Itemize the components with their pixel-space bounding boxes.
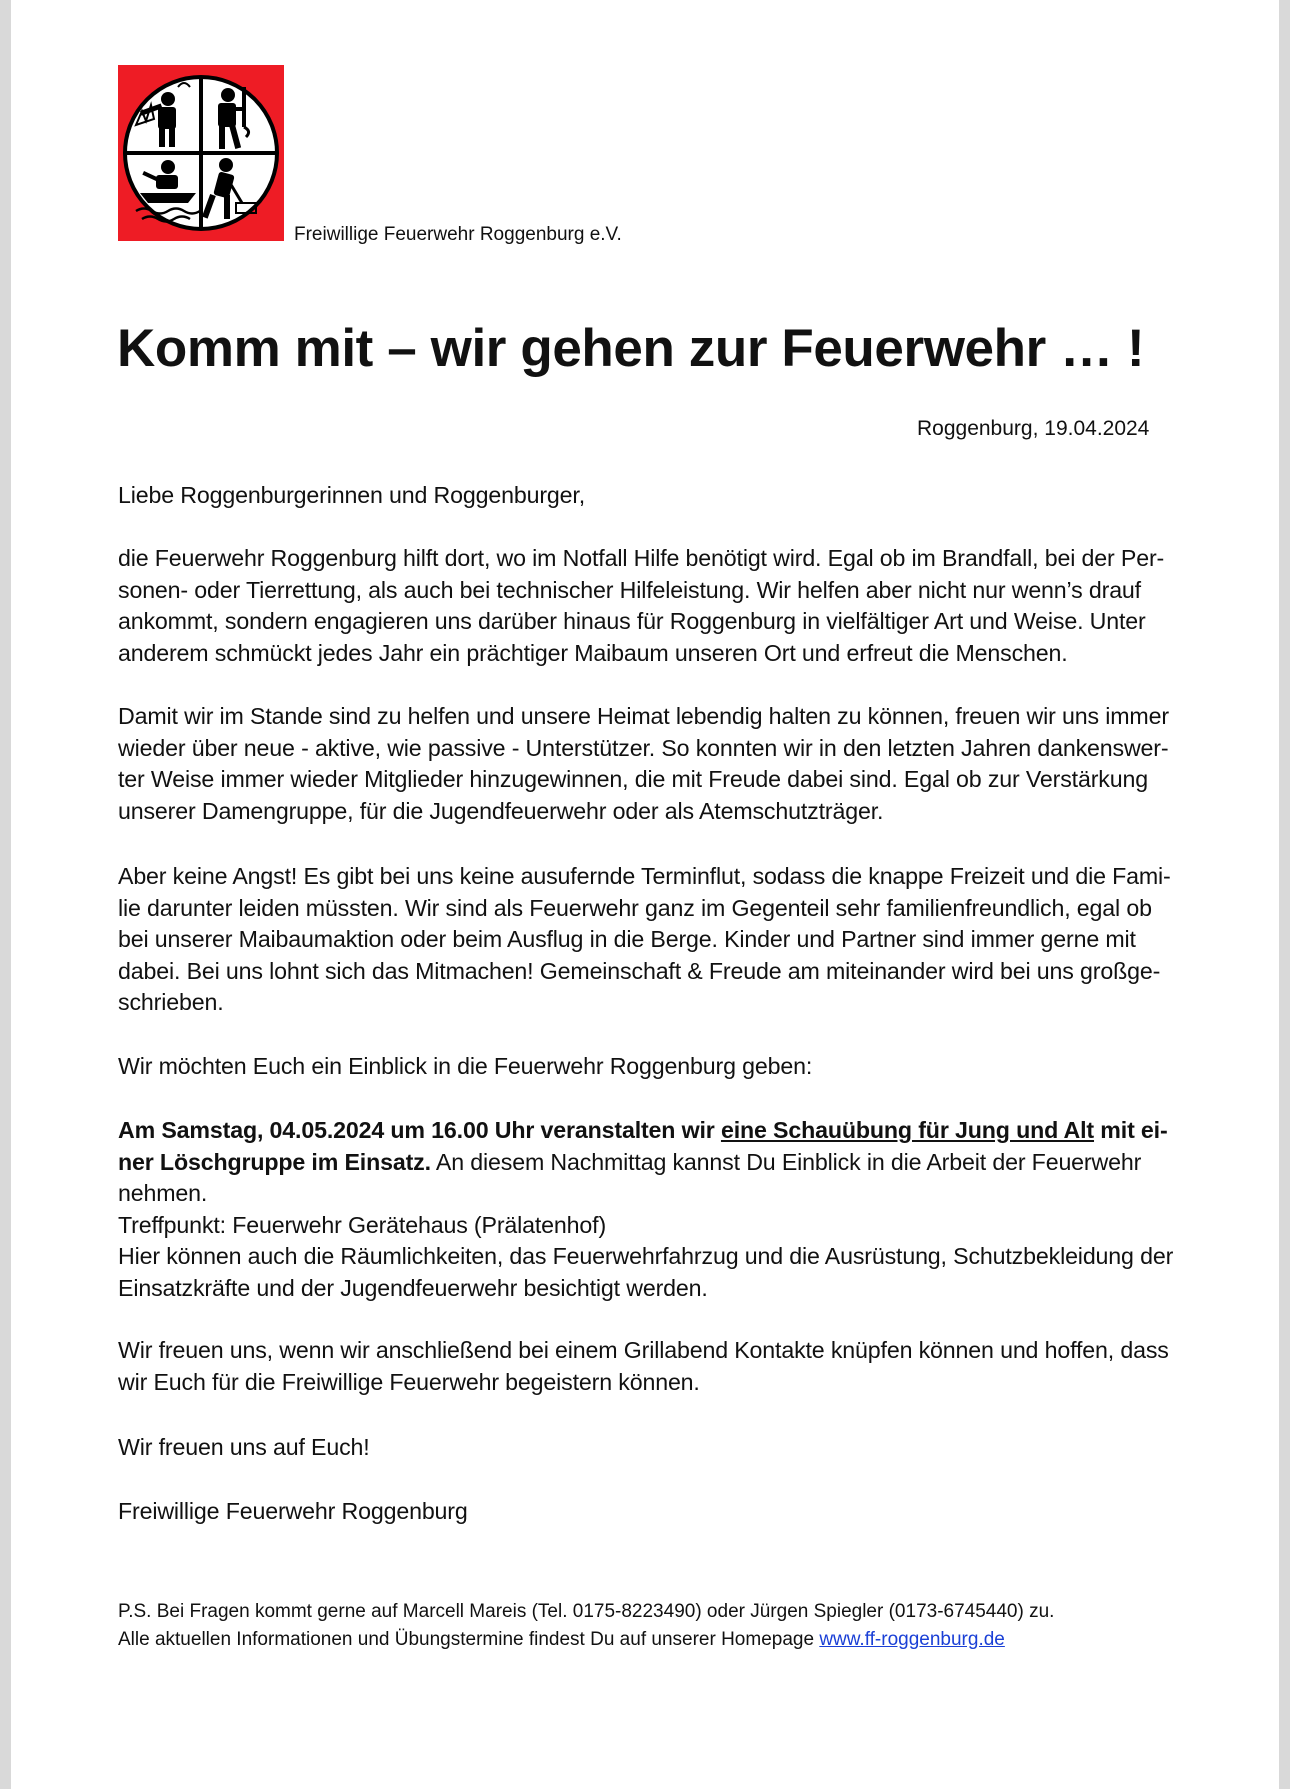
ps-contact-line: P.S. Bei Fragen kommt gerne auf Marcell Mareis (Tel. 0175-8223490) oder Jürgen Spiegler (0173-6745440) zu.: [118, 1601, 1055, 1622]
event-text-cont: mit ei-: [1094, 1117, 1168, 1143]
text-line: bei unserer Maibaumaktion oder beim Ausflug in die Berge. Kinder und Partner sind immer gerne mit: [118, 926, 1136, 952]
text-line: wieder über neue - aktive, wie passive - Unterstützer. So konnten wir in den letzten Jahren dankenswer-: [118, 734, 1169, 761]
signature-line: Freiwillige Feuerwehr Roggenburg: [118, 1498, 468, 1524]
greeting-line: Liebe Roggenburgerinnen und Roggenburger,: [118, 482, 585, 508]
text-line: dabei. Bei uns lohnt sich das Mitmachen! Gemeinschaft & Freude am miteinander wird bei uns großge-: [118, 957, 1161, 984]
text-line: Wir freuen uns, wenn wir anschließend bei einem Grillabend Kontakte knüpfen können und hoffen, dass: [118, 1337, 1169, 1363]
event-group-text: ner Löschgruppe im Einsatz.: [118, 1148, 431, 1175]
signature: [118, 1496, 1180, 1528]
closing: [118, 1432, 1180, 1464]
ps-homepage-line: [118, 1626, 1180, 1654]
organization-name: Freiwillige Feuerwehr Roggenburg e.V.: [294, 224, 622, 245]
text-line: ankommt, sondern engagieren uns darüber hinaus für Roggenburg in vielfältiger Art und Weise. Unter: [118, 608, 1146, 634]
event-line-6: Einsatzkräfte und der Jugendfeuerwehr besichtigt werden.: [118, 1274, 708, 1301]
paragraph-insight: [118, 1051, 1180, 1083]
paragraph-supporters: [118, 701, 1180, 827]
event-line-5: Hier können auch die Räumlichkeiten, das Feuerwehrfahrzug und die Ausrüstung, Schutzbekleidung der: [118, 1243, 1174, 1269]
text-line: die Feuerwehr Roggenburg hilft dort, wo im Notfall Hilfe benötigt wird. Egal ob im Brandfall, bei der Per-: [118, 545, 1165, 571]
ps-homepage-text: Alle aktuellen Informationen und Übungstermine findest Du auf unserer Homepage: [118, 1629, 820, 1650]
closing-line: Wir freuen uns auf Euch!: [118, 1434, 370, 1460]
text-line: lie darunter leiden müssten. Wir sind als Feuerwehr ganz im Gegenteil sehr familienfreundlich, egal ob: [118, 894, 1152, 921]
greeting: [118, 480, 1180, 512]
text-line: sonen- oder Tierrettung, als auch bei technischer Hilfeleistung. Wir helfen aber nicht nur wenn’s drauf: [118, 576, 1141, 603]
paragraph-barbecue: [118, 1335, 1180, 1398]
text-line: unserer Damengruppe, für die Jugendfeuerwehr oder als Atemschutzträger.: [118, 797, 884, 824]
text-line: wir Euch für die Freiwillige Feuerwehr begeistern können.: [118, 1368, 700, 1395]
event-line-1: [118, 1115, 1180, 1147]
page-title: Komm mit – wir gehen zur Feuerwehr … !: [117, 319, 1145, 378]
paragraph-help: [118, 543, 1180, 669]
text-line: schrieben.: [118, 989, 224, 1015]
event-date-text: Am Samstag, 04.05.2024 um 16.00 Uhr veranstalten wir: [118, 1117, 721, 1143]
event-line-2: [118, 1147, 1180, 1179]
fire-brigade-emblem-icon: [118, 65, 284, 241]
event-announcement: [118, 1115, 1180, 1304]
text-line: Wir möchten Euch ein Einblick in die Feuerwehr Roggenburg geben:: [118, 1053, 813, 1079]
text-line: anderem schmückt jedes Jahr ein prächtiger Maibaum unseren Ort und erfreut die Menschen.: [118, 639, 1068, 666]
document-page: [11, 0, 1279, 1789]
text-line: ter Weise immer wieder Mitglieder hinzugewinnen, die mit Freude dabei sind. Egal ob zur Verstärkung: [118, 766, 1148, 792]
event-line-3: nehmen.: [118, 1180, 208, 1206]
text-line: Damit wir im Stande sind zu helfen und unsere Heimat lebendig halten zu können, freuen wir uns immer: [118, 703, 1169, 729]
homepage-link[interactable]: www.ff-roggenburg.de: [819, 1629, 1005, 1650]
letter-date: Roggenburg, 19.04.2024: [917, 417, 1150, 440]
meeting-point: Treffpunkt: Feuerwehr Gerätehaus (Prälatenhof): [118, 1211, 607, 1238]
event-desc-text: An diesem Nachmittag kannst Du Einblick in die Arbeit der Feuerwehr: [430, 1148, 1142, 1175]
postscript: [118, 1598, 1180, 1654]
fire-brigade-logo: [118, 65, 284, 241]
event-highlight: eine Schauübung für Jung und Alt: [720, 1117, 1095, 1143]
text-line: Aber keine Angst! Es gibt bei uns keine ausufernde Terminflut, sodass die knappe Freizeit und die Fami-: [118, 863, 1171, 889]
paragraph-no-worries: [118, 861, 1180, 1019]
